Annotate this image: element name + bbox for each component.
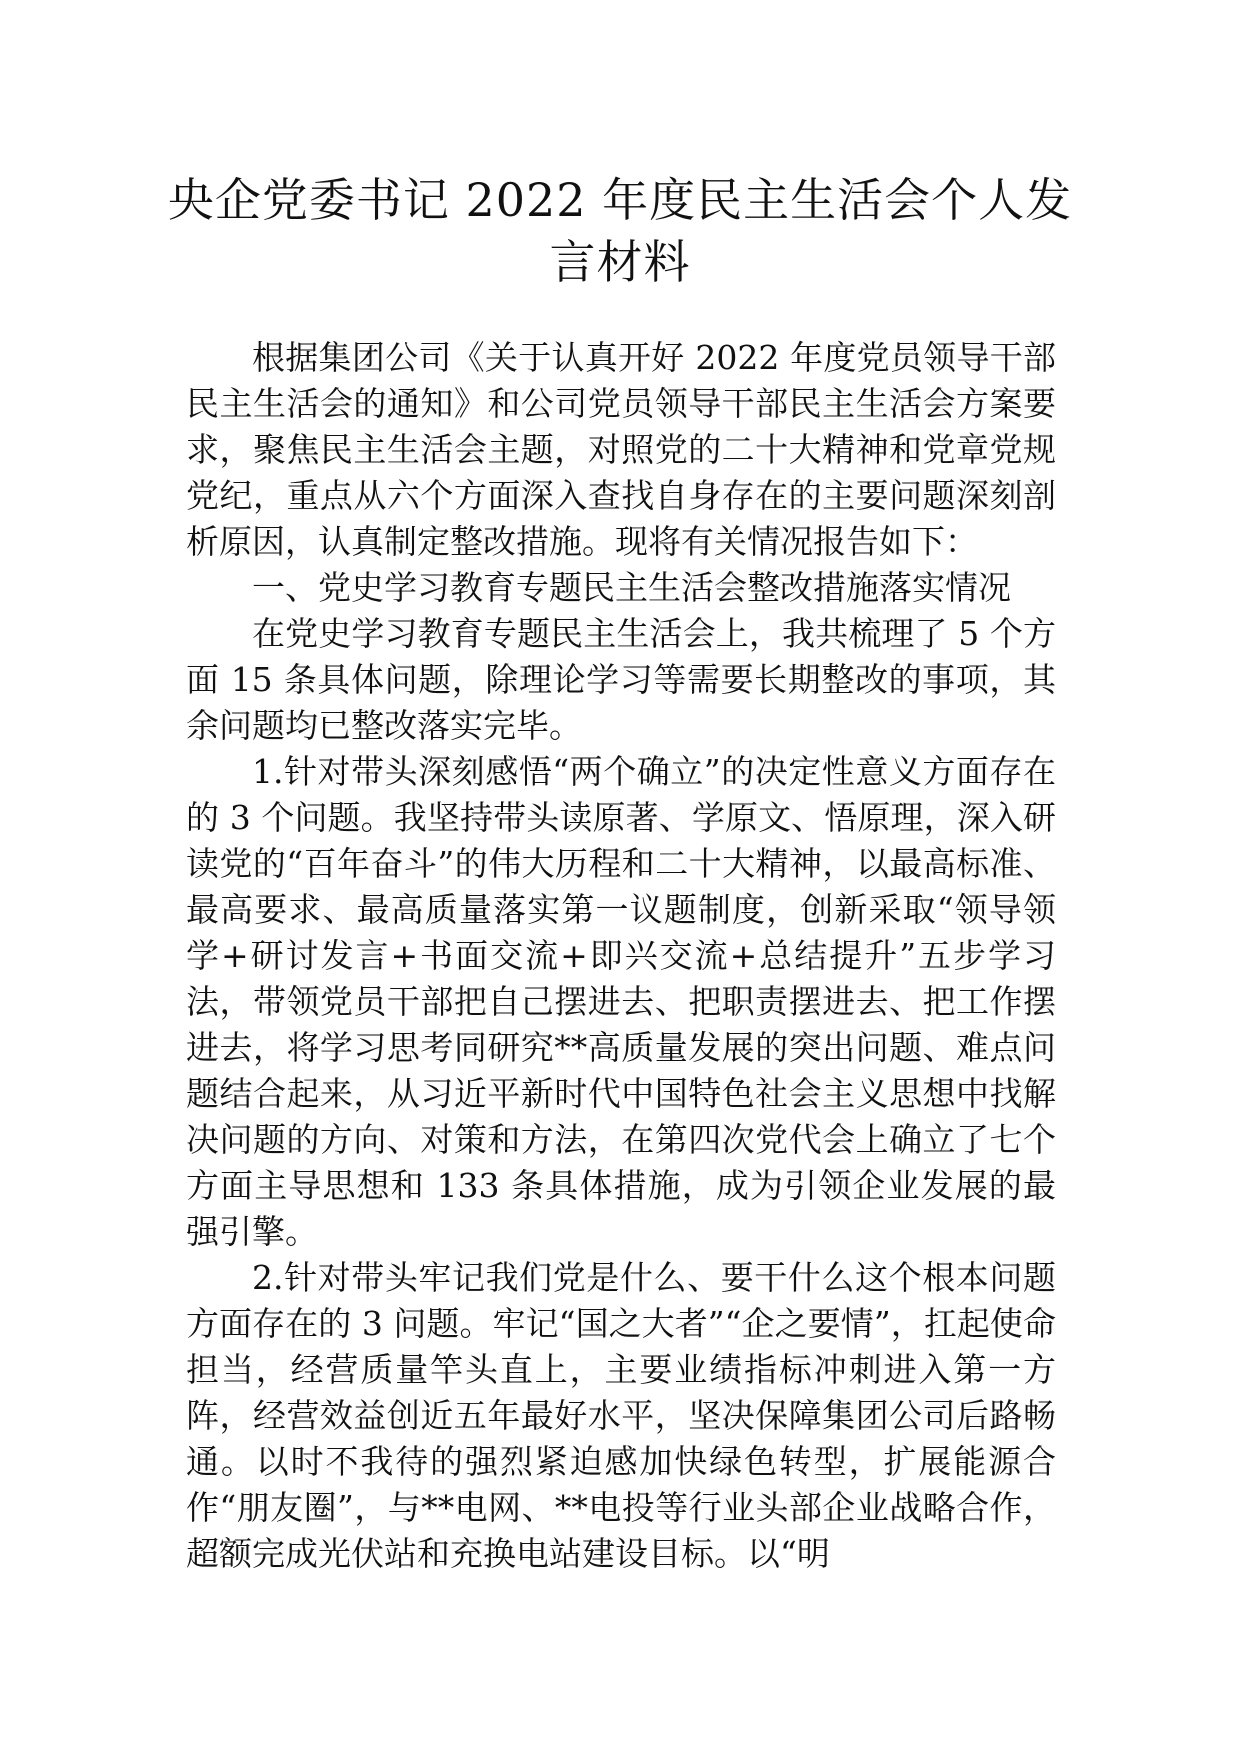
section-heading: 一、党史学习教育专题民主生活会整改措施落实情况 [252, 568, 1011, 607]
document-title-line2: 言材料 [549, 235, 691, 289]
intro-paragraph: 根据集团公司《关于认真开好 2022 年度党员领导干部民主生活会的通知》和公司党员领导干部民主生活会方案要求，聚焦民主生活会主题，对照党的二十大精神和党章党规党纪，重点从六个方面深入查找自身存在的主要问题深刻剖析原因，认真制定整改措施。现将有关情况报告如下： [186, 338, 1056, 561]
item-1-paragraph: 1.针对带头深刻感悟“两个确立”的决定性意义方面存在的 3 个问题。我坚持带头读原著、学原文、悟原理，深入研读党的“百年奋斗”的伟大历程和二十大精神，以最高标准、最高要求、最高质量落实第一议题制度，创新采取“领导领学+研讨发言+书面交流+即兴交流+总结提升”五步学习法，带领党员干部把自己摆进去、把职责摆进去、把工作摆进去，将学习思考同研究**高质量发展的突出问题、难点问题结合起来，从习近平新时代中国特色社会主义思想中找解决问题的方向、对策和方法，在第四次党代会上确立了七个方面主导思想和 133 条具体措施，成为引领企业发展的最强引擎。 [186, 752, 1056, 1251]
document-body [186, 335, 1056, 1577]
section-paragraph: 在党史学习教育专题民主生活会上，我共梳理了 5 个方面 15 条具体问题，除理论学习等需要长期整改的事项，其余问题均已整改落实完毕。 [186, 614, 1056, 745]
document-title-line1: 央企党委书记 2022 年度民主生活会个人发 [167, 173, 1073, 227]
item-2-paragraph: 2.针对带头牢记我们党是什么、要干什么这个根本问题方面存在的 3 问题。牢记“国之大者”“企之要情”，扛起使命担当，经营质量竿头直上，主要业绩指标冲刺进入第一方阵，经营效益创近五年最好水平，坚决保障集团公司后路畅通。以时不我待的强烈紧迫感加快绿色转型，扩展能源合作“朋友圈”，与**电网、**电投等行业头部企业战略合作，超额完成光伏站和充换电站建设目标。以“明 [186, 1258, 1056, 1573]
